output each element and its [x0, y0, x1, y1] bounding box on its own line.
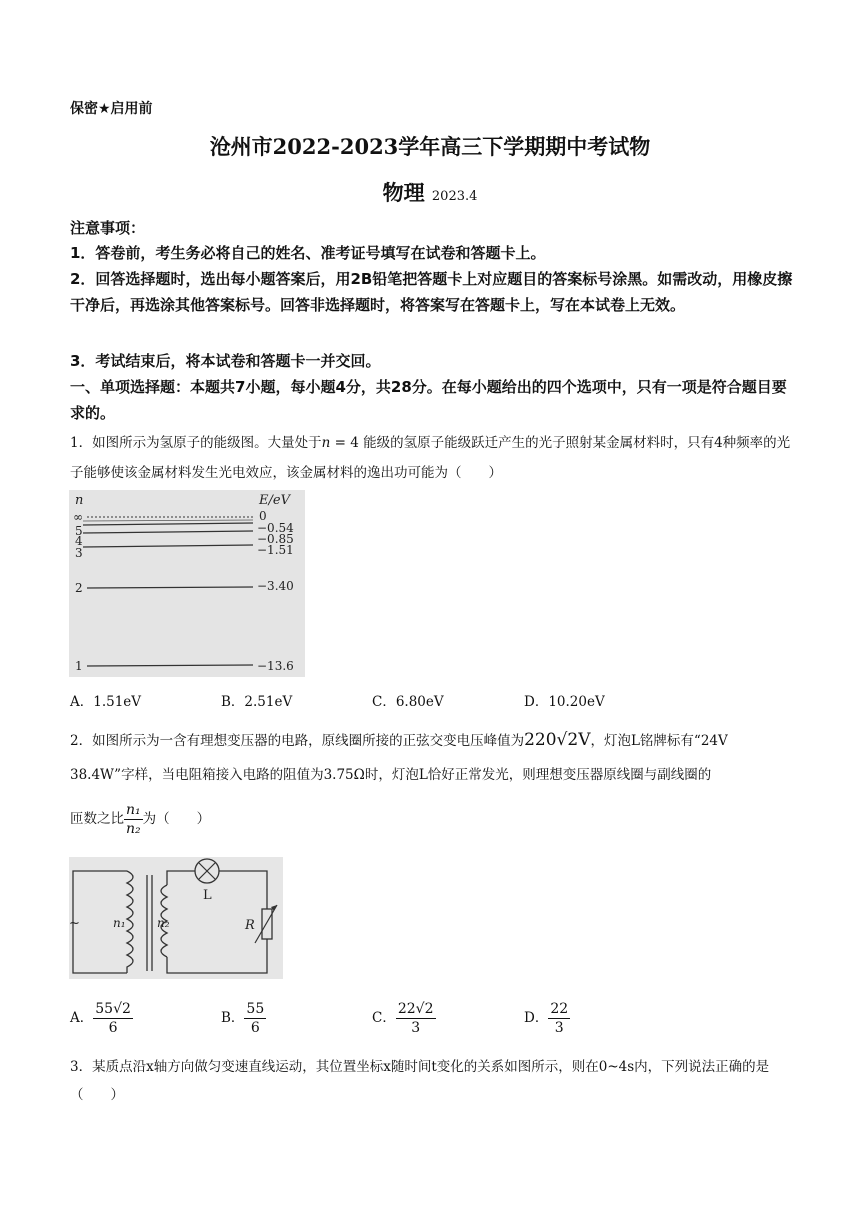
- n2-label: n₂: [157, 916, 170, 930]
- level-n-4: 4: [75, 534, 83, 548]
- energy-axis-label: E/eV: [259, 493, 290, 508]
- q2-option-d: D． $\frac{22}{3}$: [524, 1001, 569, 1036]
- question-2-ratio-line: 匝数之比 $\frac{\text{n₁}}{\text{n₂}}$ 为（ ）: [70, 802, 211, 837]
- level-n-5: 5: [75, 524, 83, 538]
- level-e-3: −1.51: [257, 543, 294, 557]
- level-n-2: 2: [75, 581, 83, 595]
- confidential-label: 保密★启用前: [70, 101, 153, 117]
- level-n-1: 1: [75, 659, 83, 673]
- q1-option-b: B．2.51eV: [221, 694, 293, 710]
- level-e-inf: 0: [259, 509, 267, 523]
- q1-option-d: D．10.20eV: [524, 694, 605, 710]
- exam-date: 2023.4: [431, 189, 478, 204]
- primary-coil: [127, 871, 133, 973]
- peak-voltage: 220√2V: [524, 730, 591, 750]
- note-item-2: 2．回答选择题时，选出每小题答案后，用2B铅笔把答题卡上对应题目的答案标号涂黑。如需改动，用橡皮擦干净后，再选涂其他答案标号。回答非选择题时，将答案写在答题卡上，写在本试卷上无效。: [70, 270, 793, 314]
- exam-title: 沧州市2022-2023学年高三下学期期中考试物: [209, 134, 651, 159]
- level-n-inf: ∞: [73, 510, 83, 524]
- q1-option-c: C．6.80eV: [372, 694, 444, 710]
- q1-option-a: A．1.51eV: [70, 694, 142, 710]
- level-e-1: −13.6: [257, 659, 294, 673]
- level-e-5: −0.54: [257, 521, 294, 535]
- question-2-text: 2．如图所示为一含有理想变压器的电路，原线圈所接的正弦交变电压峰值为220√2V，灯泡L铭牌标有“24V 38.4W”字样，当电阻箱接入电路的阻值为3.75Ω时，灯泡L恰好正常发光，则理想变压器原线圈与副线圈的: [70, 730, 728, 783]
- note-item-1: 1．答卷前，考生务必将自己的姓名、准考证号填写在试卷和答题卡上。: [70, 244, 546, 262]
- level-line-2: [87, 587, 253, 588]
- ac-source-symbol: ~: [69, 916, 80, 931]
- lamp-label: L: [203, 888, 212, 903]
- level-line-5: [83, 523, 253, 525]
- resistor-label: R: [245, 918, 255, 933]
- notes-heading: 注意事项：: [70, 219, 146, 237]
- question-3-text: 3．某质点沿x轴方向做匀变速直线运动，其位置坐标x随时间t变化的关系如图所示，则在0~4s内，下列说法正确的是（ ）: [70, 1059, 770, 1103]
- q2-option-c: C． $\frac{22√2}{3}$: [372, 1001, 434, 1036]
- turns-ratio-fraction: $\frac{\text{n₁}}{\text{n₂}}$: [126, 802, 141, 837]
- level-e-4: −0.85: [257, 532, 294, 546]
- resistor-arrow: [255, 905, 277, 943]
- level-line-3: [83, 545, 253, 547]
- section-1-heading: 一、单项选择题：本题共7小题，每小题4分，共28分。在每小题给出的四个选项中，只有一项是符合题目要求的。: [70, 378, 787, 422]
- subject-name: 物理: [382, 180, 425, 205]
- level-e-2: −3.40: [257, 579, 294, 593]
- n-axis-label: n: [75, 493, 84, 508]
- q2-option-b: B． $\frac{55}{6}$: [221, 1001, 265, 1036]
- transformer-circuit-svg: [69, 857, 283, 979]
- energy-level-svg: [69, 490, 305, 677]
- subject-title: [0, 177, 860, 207]
- level-line-1: [87, 665, 253, 666]
- n1-label: n₁: [113, 916, 126, 930]
- level-n-3: 3: [75, 546, 83, 560]
- transformer-circuit-diagram: [69, 857, 283, 979]
- note-item-3: 3．考试结束后，将本试卷和答题卡一并交回。: [70, 352, 381, 370]
- q2-option-a: A． $\frac{55√2}{6}$: [70, 1001, 131, 1036]
- level-line-4: [83, 531, 253, 533]
- question-1-text: 1．如图所示为氢原子的能级图。大量处于n = 4 能级的氢原子能级跃迁产生的光子照射某金属材料时，只有4种频率的光子能够使该金属材料发生光电效应，该金属材料的逸出功可能为（ ）: [70, 435, 791, 481]
- resistor-symbol: [262, 909, 272, 939]
- energy-level-diagram: [69, 490, 305, 677]
- level-line-6: [83, 520, 253, 521]
